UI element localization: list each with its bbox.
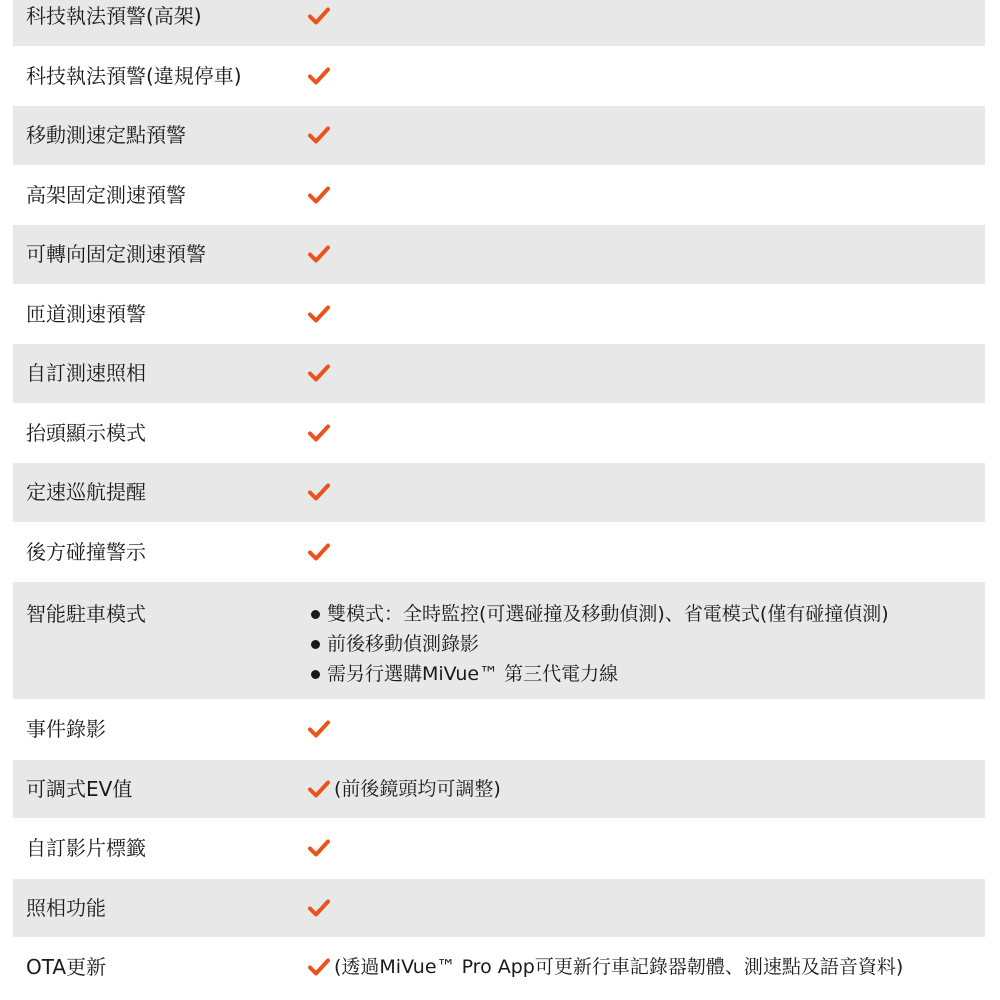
bullet-text: 前後移動偵測錄影 [327,633,480,655]
spec-note: (透過MiVue™ Pro App可更新行車記錄器韌體、測速點及語音資料) [334,956,904,979]
bullet-dot-icon [311,640,320,649]
checkmark-icon [308,780,330,798]
spec-row [13,523,985,583]
spec-row [13,0,985,47]
bullet-list [308,599,889,689]
spec-label: 照相功能 [26,895,106,920]
spec-label: 移動測速定點預警 [26,123,186,148]
spec-row [13,938,985,998]
spec-label: OTA更新 [26,955,107,980]
spec-label: 可調式EV值 [26,776,133,801]
spec-label: 抬頭顯示模式 [26,420,146,445]
checkmark-icon [308,720,330,738]
spec-value [296,483,985,501]
spec-label: 自訂影片標籤 [26,836,146,861]
list-item [308,629,889,659]
bullet-dot-icon [311,610,320,619]
spec-label: 高架固定測速預警 [26,182,186,207]
spec-row [13,225,985,285]
spec-table [13,0,985,998]
checkmark-icon [308,899,330,917]
checkmark-icon [308,305,330,323]
spec-label: 科技執法預警(違規停車) [26,63,242,88]
checkmark-icon [308,126,330,144]
checkmark-icon [308,424,330,442]
spec-label: 事件錄影 [26,717,106,742]
spec-note: (前後鏡頭均可調整) [334,777,501,800]
list-item [308,659,889,689]
spec-value [296,899,985,917]
spec-label: 匝道測速預警 [26,301,146,326]
spec-value [296,720,985,738]
spec-row [13,106,985,166]
spec-row [13,463,985,523]
spec-value [296,245,985,263]
checkmark-icon [308,483,330,501]
spec-row [13,700,985,760]
spec-row [13,344,985,404]
checkmark-icon [308,958,330,976]
spec-label: 後方碰撞警示 [26,539,146,564]
spec-value [296,364,985,382]
bullet-dot-icon [311,670,320,679]
spec-row [13,760,985,820]
spec-value [296,543,985,561]
checkmark-icon [308,839,330,857]
checkmark-icon [308,364,330,382]
spec-value [296,7,985,25]
checkmark-icon [308,7,330,25]
bullet-text: 需另行選購MiVue™ 第三代電力線 [327,663,619,685]
spec-label: 定速巡航提醒 [26,480,146,505]
spec-row [13,819,985,879]
spec-value [296,305,985,323]
spec-value [296,839,985,857]
spec-label: 智能駐車模式 [26,602,146,626]
spec-row [13,285,985,345]
bullet-text: 雙模式：全時監控(可選碰撞及移動偵測)、省電模式(僅有碰撞偵測) [327,603,889,625]
spec-label: 可轉向固定測速預警 [26,242,206,267]
spec-row [13,879,985,939]
checkmark-icon [308,543,330,561]
spec-row [13,582,985,700]
spec-value [296,424,985,442]
checkmark-icon [308,67,330,85]
checkmark-icon [308,245,330,263]
spec-value [296,774,985,804]
checkmark-icon [308,186,330,204]
spec-row [13,47,985,107]
spec-value [296,67,985,85]
spec-row [13,166,985,226]
spec-value [296,186,985,204]
spec-value [296,952,985,982]
spec-row [13,404,985,464]
spec-value [296,126,985,144]
spec-value [296,599,985,689]
spec-label: 自訂測速照相 [26,361,146,386]
spec-label: 科技執法預警(高架) [26,4,202,29]
list-item [308,599,889,629]
